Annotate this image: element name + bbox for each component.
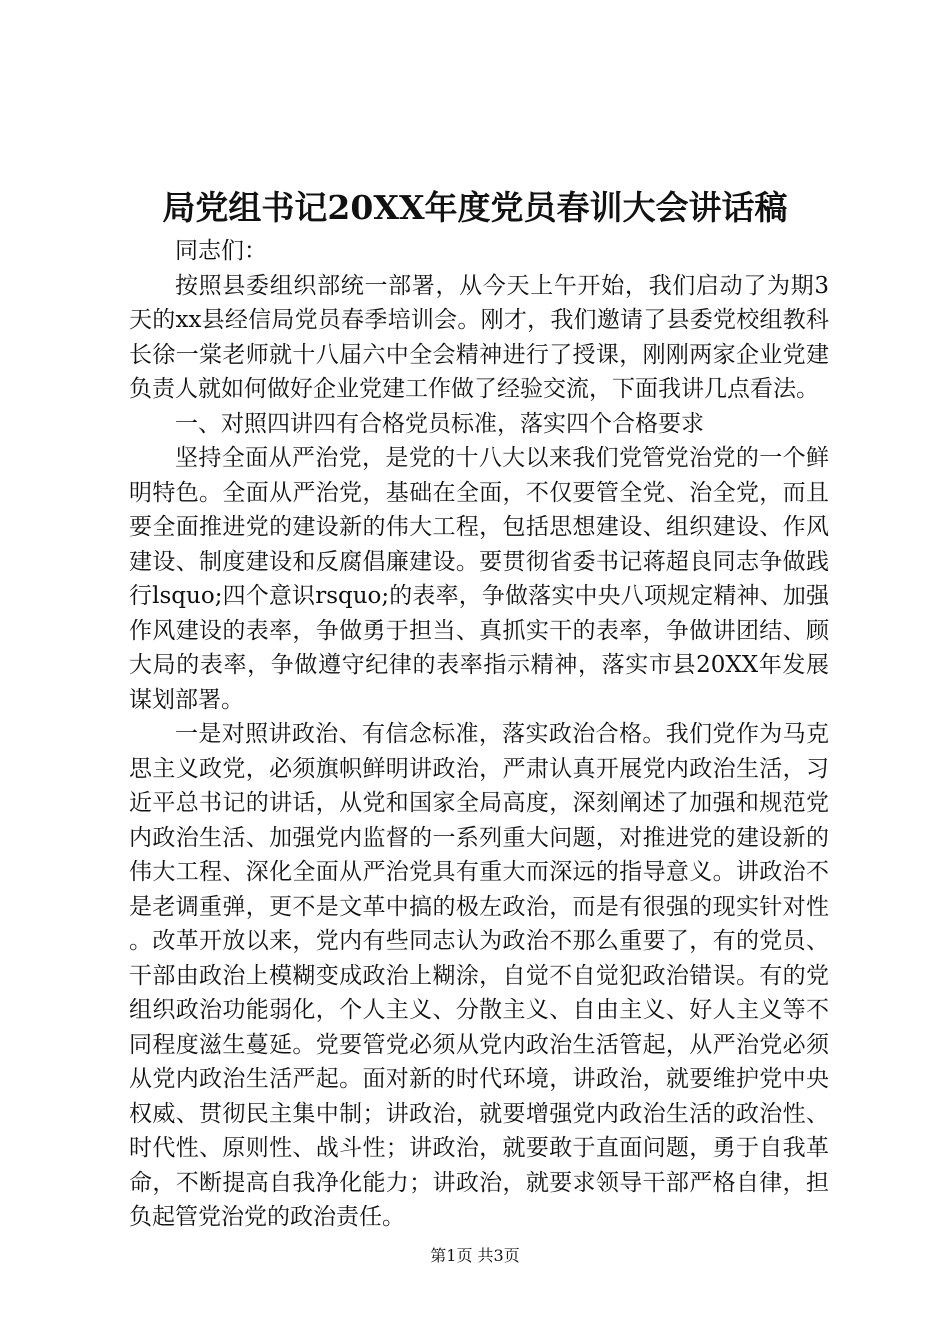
document-body bbox=[129, 234, 829, 1235]
section-heading: 一、对照四讲四有合格党员标准，落实四个合格要求 bbox=[175, 410, 704, 437]
salutation-paragraph: 同志们： bbox=[175, 238, 267, 264]
intro-paragraph: 按照县委组织部统一部署，从今天上午开始，我们启动了为期3天的xx县经信局党员春季培训会。刚才，我们邀请了县委党校组教科长徐一棠老师就十八届六中全会精神进行了授课，刚刚两家企业党建负责人就如何做好企业党建工作做了经验交流，下面我讲几点看法。 bbox=[129, 272, 829, 402]
page-footer: 第1页 共3页 bbox=[430, 1246, 520, 1265]
body-paragraph: 一是对照讲政治、有信念标准，落实政治合格。我们党作为马克思主义政党，必须旗帜鲜明讲政治，严肃认真开展党内政治生活，习近平总书记的讲话，从党和国家全局高度，深刻阐述了加强和规范党内政治生活、加强党内监督的一系列重大问题，对推进党的建设新的伟大工程、深化全面从严治党具有重大而深远的指导意义。讲政治不是老调重弹，更不是文革中搞的极左政治，而是有很强的现实针对性。改革开放以来，党内有些同志认为政治不那么重要了，有的党员、干部由政治上模糊变成政治上糊涂，自觉不自觉犯政治错误。有的党组织政治功能弱化，个人主义、分散主义、自由主义、好人主义等不同程度滋生蔓延。党要管党必须从党内政治生活管起，从严治党必须从党内政治生活严起。面对新的时代环境，讲政治，就要维护党中央权威、贯彻民主集中制；讲政治，就要增强党内政治生活的政治性、时代性、原则性、战斗性；讲政治，就要敢于直面问题，勇于自我革命，不断提高自我净化能力；讲政治，就要求领导干部严格自律，担负起管党治党的政治责任。 bbox=[129, 721, 829, 1230]
document-title: 局党组书记20XX年度党员春训大会讲话稿 bbox=[162, 188, 788, 227]
body-paragraph: 坚持全面从严治党，是党的十八大以来我们党管党治党的一个鲜明特色。全面从严治党，基础在全面，不仅要管全党、治全党，而且要全面推进党的建设新的伟大工程，包括思想建设、组织建设、作风建设、制度建设和反腐倡廉建设。要贯彻省委书记蒋超良同志争做践行lsquo;四个意识rsquo;的表率，争做落实中央八项规定精神、加强作风建设的表率，争做勇于担当、真抓实干的表率，争做讲团结、顾大局的表率，争做遵守纪律的表率指示精神，落实市县20XX年发展谋划部署。 bbox=[129, 445, 829, 713]
